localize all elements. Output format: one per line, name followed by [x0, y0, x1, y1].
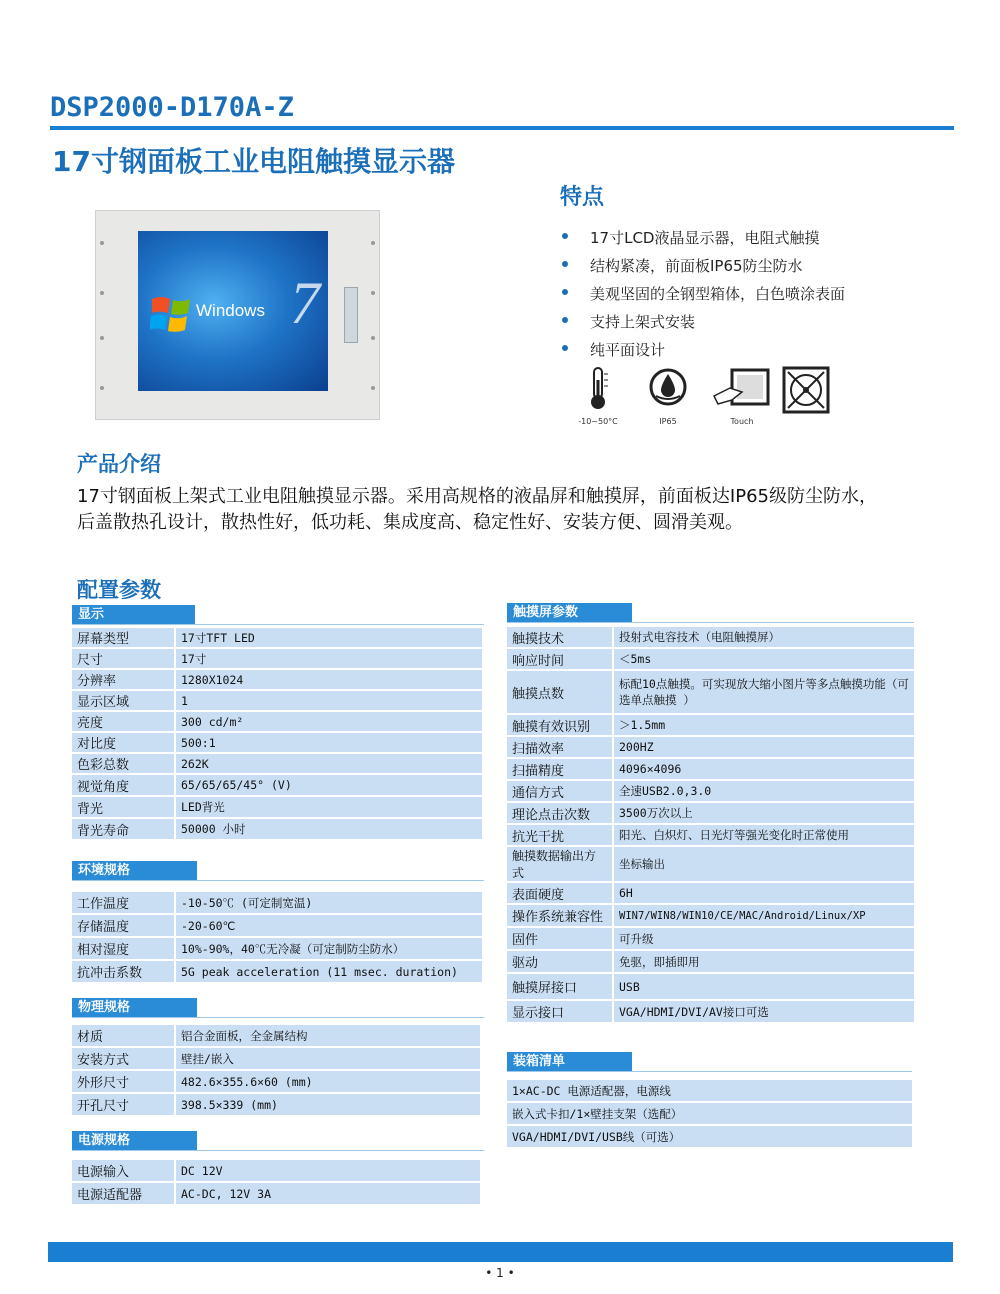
bullet-icon	[562, 317, 568, 323]
table-row: 扫描精度 4096×4096	[507, 759, 914, 781]
table-row: VGA/HDMI/DVI/USB线（可选）	[507, 1126, 912, 1149]
touch-spec-table	[507, 627, 914, 1024]
waterproof-icon: IP65	[642, 366, 694, 426]
environment-section-header: 环境规格	[72, 861, 197, 880]
screen-seven-text: 7	[290, 270, 320, 336]
touch-section-rule	[507, 622, 914, 623]
table-row: 分辨率 1280X1024	[72, 670, 482, 691]
table-row: 触摸技术 投射式电容技术（电阻触摸屏）	[507, 627, 914, 649]
table-row: 扫描效率 200HZ	[507, 737, 914, 759]
table-row: 对比度 500:1	[72, 733, 482, 754]
physical-section-header: 物理规格	[72, 998, 197, 1017]
table-row: 嵌入式卡扣/1×壁挂支架（选配）	[507, 1103, 912, 1126]
model-number: DSP2000-D170A-Z	[50, 92, 294, 123]
packing-section-header: 装箱清单	[507, 1052, 632, 1071]
table-row: 亮度 300 cd/m²	[72, 712, 482, 733]
table-row: 电源适配器 AC-DC, 12V 3A	[72, 1183, 480, 1206]
windows-logo-icon	[150, 293, 194, 337]
power-spec-table	[72, 1160, 480, 1206]
table-row: 理论点击次数 3500万次以上	[507, 803, 914, 825]
features-list	[560, 226, 845, 366]
power-section-rule	[72, 1150, 484, 1151]
table-row: 电源输入 DC 12V	[72, 1160, 480, 1183]
touch-icon: Touch	[712, 366, 772, 426]
product-title: 17寸钢面板工业电阻触摸显示器	[52, 145, 455, 178]
table-row: 显示区域 1	[72, 691, 482, 712]
touch-section-header: 触摸屏参数	[507, 603, 632, 622]
packing-list-table	[507, 1080, 912, 1149]
features-title: 特点	[560, 185, 605, 210]
bullet-icon	[562, 233, 568, 239]
thermometer-icon: -10~50°C	[572, 366, 624, 426]
footer-bar	[48, 1242, 953, 1262]
table-row: 开孔尺寸 398.5×339 (mm)	[72, 1094, 480, 1117]
bullet-icon	[562, 345, 568, 351]
table-row: 视觉角度 65/65/65/45° (V)	[72, 775, 482, 797]
header-rule	[50, 126, 954, 130]
physical-spec-table	[72, 1025, 480, 1117]
table-row: 抗光干扰 阳光、白炽灯、日光灯等强光变化时正常使用	[507, 825, 914, 847]
page-number: • 1 •	[485, 1266, 515, 1280]
table-row: 触摸有效识别 ＞1.5mm	[507, 715, 914, 737]
table-row: 尺寸 17寸	[72, 649, 482, 670]
feature-icons	[572, 366, 834, 426]
table-row: 安装方式 壁挂/嵌入	[72, 1048, 480, 1071]
display-section-rule	[72, 624, 484, 625]
table-row: 触摸点数 标配10点触摸。可实现放大缩小图片等多点触摸功能（可选单点触摸 ）	[507, 671, 914, 715]
screen-windows-text: Windows	[196, 301, 265, 320]
table-row: 固件 可升级	[507, 928, 914, 951]
feature-item: 结构紧凑，前面板IP65防尘防水	[560, 254, 845, 282]
control-panel	[344, 287, 358, 343]
table-row: 抗冲击系数 5G peak acceleration (11 msec. duration)	[72, 961, 482, 984]
intro-text: 17寸钢面板上架式工业电阻触摸显示器。采用高规格的液晶屏和触摸屏，前面板达IP65级防尘防水，后盖散热孔设计，散热性好，低功耗、集成度高、稳定性好、安装方便、圆滑美观。	[77, 486, 877, 533]
table-row: 工作温度 -10-50℃ (可定制宽温)	[72, 892, 482, 915]
feature-item: 17寸LCD液晶显示器，电阻式触摸	[560, 226, 845, 254]
intro-title: 产品介绍	[77, 452, 161, 476]
table-row: 背光 LED背光	[72, 797, 482, 819]
table-row: 材质 铝合金面板，全金属结构	[72, 1025, 480, 1048]
table-row: 通信方式 全速USB2.0,3.0	[507, 781, 914, 803]
table-row: 屏幕类型 17寸TFT LED	[72, 628, 482, 649]
packing-section-rule	[507, 1071, 912, 1072]
display-section-header: 显示	[72, 605, 195, 624]
table-row: 表面硬度 6H	[507, 883, 914, 905]
table-row: 驱动 免驱，即插即用	[507, 951, 914, 974]
product-image	[95, 210, 380, 420]
table-row: 1×AC-DC 电源适配器，电源线	[507, 1080, 912, 1103]
feature-item: 美观坚固的全钢型箱体，白色喷涂表面	[560, 282, 845, 310]
feature-item: 纯平面设计	[560, 338, 845, 366]
table-row: 外形尺寸 482.6×355.6×60 (mm)	[72, 1071, 480, 1094]
bullet-icon	[562, 289, 568, 295]
physical-section-rule	[72, 1017, 484, 1018]
table-row: 色彩总数 262K	[72, 754, 482, 775]
table-row: 相对湿度 10%-90%，40℃无冷凝（可定制防尘防水）	[72, 938, 482, 961]
table-row: 显示接口 VGA/HDMI/DVI/AV接口可选	[507, 1001, 914, 1024]
fan-icon	[780, 366, 832, 426]
table-row: 存储温度 -20-60℃	[72, 915, 482, 938]
bullet-icon	[562, 261, 568, 267]
display-spec-table	[72, 628, 482, 841]
table-row: 背光寿命 50000 小时	[72, 819, 482, 841]
feature-item: 支持上架式安装	[560, 310, 845, 338]
environment-spec-table	[72, 892, 482, 984]
config-title: 配置参数	[77, 578, 161, 602]
table-row: 触摸屏接口 USB	[507, 974, 914, 1001]
monitor-screen	[138, 231, 328, 391]
power-section-header: 电源规格	[72, 1131, 197, 1150]
table-row: 响应时间 ＜5ms	[507, 649, 914, 671]
table-row: 触摸数据输出方式 坐标输出	[507, 847, 914, 883]
table-row: 操作系统兼容性 WIN7/WIN8/WIN10/CE/MAC/Android/Linux/XP	[507, 905, 914, 928]
environment-section-rule	[72, 880, 484, 881]
